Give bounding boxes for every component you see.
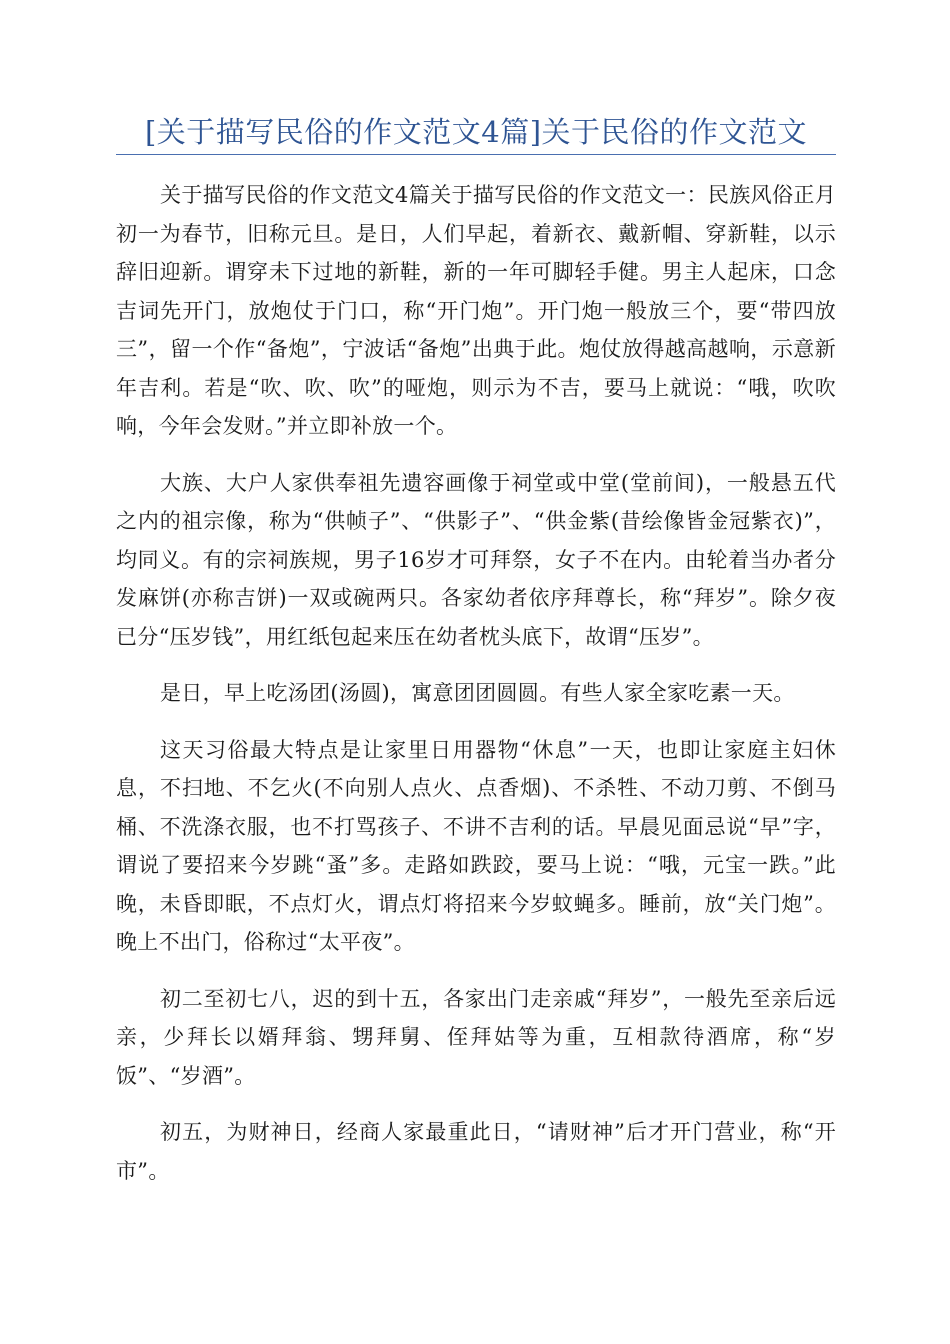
paragraph-5: 初二至初七八，迟的到十五，各家出门走亲戚“拜岁”，一般先至亲后远亲，少拜长以婿拜翁、甥拜舅、侄拜姑等为重，互相款待酒席，称“岁饭”、“岁酒”。 xyxy=(116,986,836,1088)
paragraph-3: 是日，早上吃汤团(汤圆)，寓意团团圆圆。有些人家全家吃素一天。 xyxy=(160,681,795,705)
document-title: [关于描写民俗的作文范文4篇]关于民俗的作文范文 xyxy=(144,115,808,149)
paragraph-4: 这天习俗最大特点是让家里日用器物“休息”一天，也即让家庭主妇休息，不扫地、不乞火(不向别人点火、点香烟)、不杀牲、不动刀剪、不倒马桶、不洗涤衣服，也不打骂孩子、不讲不吉利的话。早晨见面忌说“早”字，谓说了要招来今岁跳“蚤”多。走路如跌跤，要马上说：“哦，元宝一跌。”此晚，未昏即眠，不点灯火，谓点灯将招来今岁蚊蝇多。睡前，放“关门炮”。晚上不出门，俗称过“太平夜”。 xyxy=(116,737,836,954)
document-body xyxy=(116,176,836,1208)
paragraph-1: 关于描写民俗的作文范文4篇关于描写民俗的作文范文一：民族风俗正月初一为春节，旧称元旦。是日，人们早起，着新衣、戴新帽、穿新鞋，以示辞旧迎新。谓穿未下过地的新鞋，新的一年可脚轻手健。男主人起床，口念吉词先开门，放炮仗于门口，称“开门炮”。开门炮一般放三个，要“带四放三”，留一个作“备炮”，宁波话“备炮”出典于此。炮仗放得越高越响，示意新年吉利。若是“吹、吹、吹”的哑炮，则示为不吉，要马上就说：“哦，吹吹响，今年会发财。”并立即补放一个。 xyxy=(116,183,836,438)
paragraph-6: 初五，为财神日，经商人家最重此日，“请财神”后才开门营业，称“开市”。 xyxy=(116,1120,836,1183)
paragraph-2: 大族、大户人家供奉祖先遗容画像于祠堂或中堂(堂前间)，一般悬五代之内的祖宗像，称为“供帧子”、“供影子”、“供金紫(昔绘像皆金冠紫衣)”，均同义。有的宗祠族规，男子16岁才可拜祭，女子不在内。由轮着当办者分发麻饼(亦称吉饼)一双或碗两只。各家幼者依序拜尊长，称“拜岁”。除夕夜已分“压岁钱”，用红纸包起来压在幼者枕头底下，故谓“压岁”。 xyxy=(116,470,836,649)
title-underline xyxy=(116,154,836,155)
